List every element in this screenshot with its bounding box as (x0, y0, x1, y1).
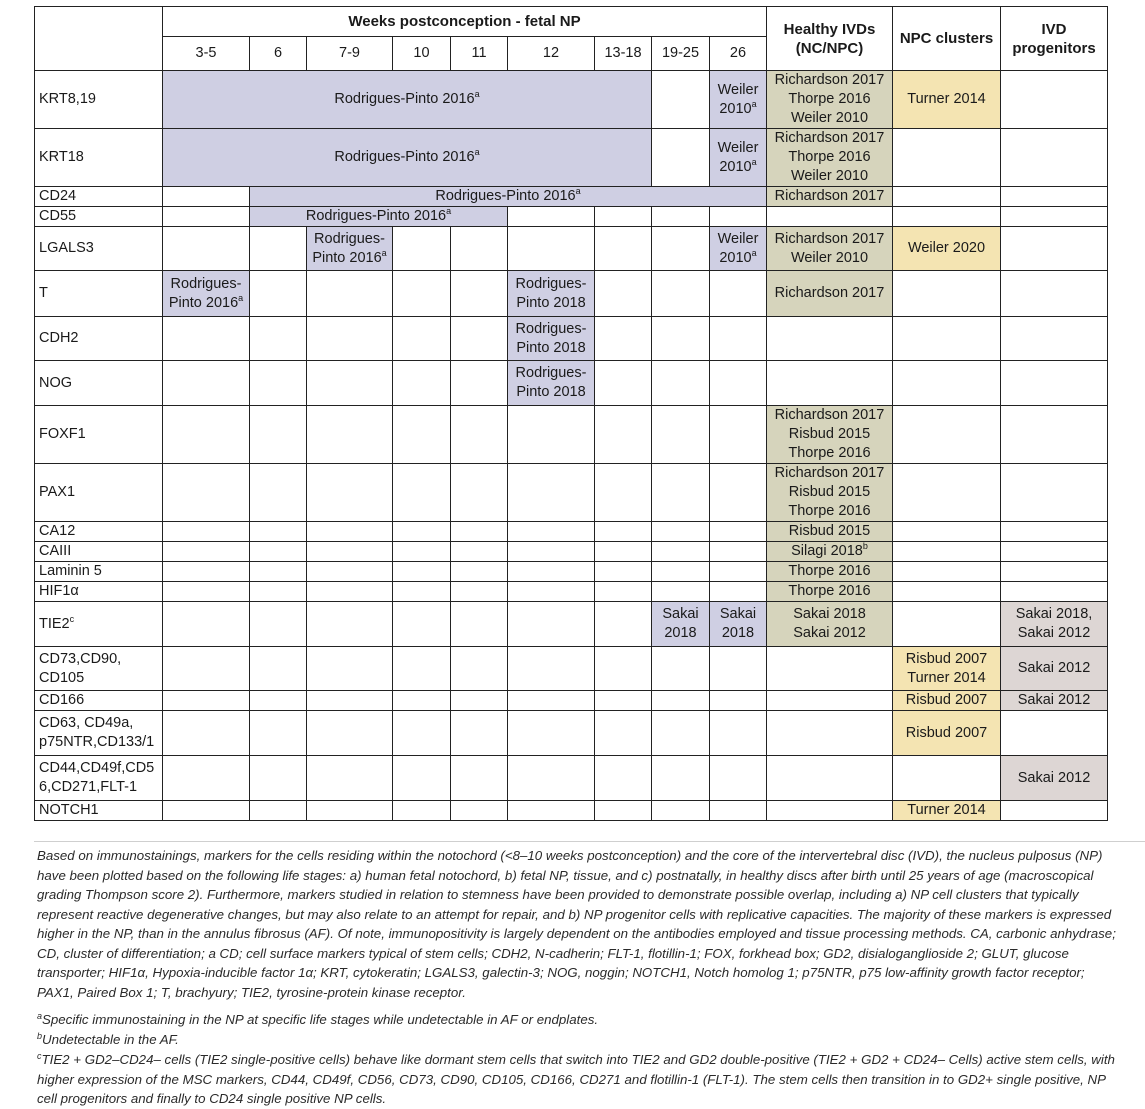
empty-cell (393, 227, 451, 271)
marker-name: KRT18 (35, 129, 163, 187)
empty-cell (393, 756, 451, 801)
fetal-ref: Weiler 2010$^a$ (710, 71, 767, 129)
empty-cell (652, 317, 710, 361)
empty-cell (652, 756, 710, 801)
empty-cell (451, 801, 508, 821)
table-row (35, 647, 1108, 691)
empty-cell (163, 207, 250, 227)
healthy-ref: Silagi 2018$^b$ (767, 542, 893, 562)
marker-name: Laminin 5 (35, 562, 163, 582)
empty-cell (767, 207, 893, 227)
marker-name: NOG (35, 361, 163, 406)
empty-cell (163, 464, 250, 522)
healthy-ref: Thorpe 2016 (767, 562, 893, 582)
empty-cell (508, 562, 595, 582)
empty-cell (250, 582, 307, 602)
empty-cell (508, 647, 595, 691)
empty-cell (1001, 582, 1108, 602)
empty-cell (451, 522, 508, 542)
empty-cell (1001, 542, 1108, 562)
footnote-a: $^a$Specific immunostaining in the NP at specific life stages while undetectable in AF or endplates. (37, 1011, 599, 1027)
fetal-ref: Rodrigues-Pinto 2016$^a$ (250, 187, 767, 207)
empty-cell (710, 271, 767, 317)
header-empty-cell (35, 7, 163, 71)
marker-name: KRT8,19 (35, 71, 163, 129)
empty-cell (710, 582, 767, 602)
empty-cell (652, 271, 710, 317)
empty-cell (710, 464, 767, 522)
fetal-ref: Rodrigues-Pinto 2016$^a$ (163, 71, 652, 129)
empty-cell (393, 317, 451, 361)
empty-cell (652, 801, 710, 821)
empty-cell (307, 711, 393, 756)
empty-cell (250, 271, 307, 317)
table-row (35, 602, 1108, 647)
empty-cell (595, 317, 652, 361)
empty-cell (595, 711, 652, 756)
table-row (35, 711, 1108, 756)
marker-name: FOXF1 (35, 406, 163, 464)
empty-cell (393, 464, 451, 522)
fetal-ref: Rodrigues- Pinto 2016$^a$ (163, 271, 250, 317)
empty-cell (163, 406, 250, 464)
empty-cell (652, 361, 710, 406)
empty-cell (508, 227, 595, 271)
empty-cell (652, 464, 710, 522)
empty-cell (451, 542, 508, 562)
empty-cell (393, 647, 451, 691)
empty-cell (163, 691, 250, 711)
empty-cell (307, 317, 393, 361)
empty-cell (652, 711, 710, 756)
empty-cell (595, 582, 652, 602)
marker-name: CD166 (35, 691, 163, 711)
healthy-ref: Risbud 2015 (767, 522, 893, 542)
progenitor-ref: Sakai 2012 (1001, 647, 1108, 691)
empty-cell (893, 582, 1001, 602)
week-col: 6 (250, 37, 307, 71)
empty-cell (508, 756, 595, 801)
empty-cell (893, 207, 1001, 227)
empty-cell (1001, 187, 1108, 207)
empty-cell (893, 406, 1001, 464)
empty-cell (652, 582, 710, 602)
empty-cell (595, 227, 652, 271)
empty-cell (508, 522, 595, 542)
empty-cell (451, 227, 508, 271)
weeks-header: Weeks postconception - fetal NP (163, 7, 767, 37)
table-row (35, 756, 1108, 801)
empty-cell (508, 464, 595, 522)
empty-cell (595, 406, 652, 464)
empty-cell (652, 542, 710, 562)
empty-cell (1001, 711, 1108, 756)
healthy-ref: Richardson 2017 Thorpe 2016 Weiler 2010 (767, 71, 893, 129)
empty-cell (307, 647, 393, 691)
empty-cell (1001, 562, 1108, 582)
empty-cell (1001, 207, 1108, 227)
empty-cell (652, 129, 710, 187)
empty-cell (451, 602, 508, 647)
table-row (35, 464, 1108, 522)
empty-cell (767, 647, 893, 691)
table-row (35, 187, 1108, 207)
empty-cell (163, 361, 250, 406)
empty-cell (710, 711, 767, 756)
empty-cell (250, 227, 307, 271)
empty-cell (307, 691, 393, 711)
fetal-ref: Rodrigues- Pinto 2016$^a$ (307, 227, 393, 271)
cluster-ref: Risbud 2007 (893, 711, 1001, 756)
empty-cell (710, 317, 767, 361)
empty-cell (595, 207, 652, 227)
fetal-ref: Sakai 2018 (652, 602, 710, 647)
empty-cell (710, 562, 767, 582)
empty-cell (307, 602, 393, 647)
empty-cell (393, 711, 451, 756)
table-footnote-main: Based on immunostainings, markers for the cells residing within the notochord (<8–10 weeks postconception) and the core of the intervertebral disc (IVD), the nucleus pulposus (NP) have been plotted based on the following life stages: a) human fetal notochord, b) fetal NP, tissue, and c) postnatally, in healthy discs after birth until 25 years of age (macroscopical grading Thompson score 2). Furthermore, markers studied in relation to stemness have been provided to demonstrate possible overlap, including a) NP cell clusters that typically represent reactive degenerative changes, but may also relate to an attempt for repair, and b) NP progenitor cells with replicative capacities. The majority of these markers is expressed higher in the NP, than in the annulus fibrosus (AF). Of note, immunopositivity is largely dependent on the antibodies employed and tissue processing methods. CA, carbonic anhydrase; CD, cluster of differentiation; a CD; cell surface markers typical of stem cells; CDH2, N-cadherin; FLT-1, flotillin-1; FOX, forkhead box; GD2, disialoganglioside 2; GLUT, glucose transporter; HIF1α, Hypoxia-inducible factor 1α; KRT, cytokeratin; LGALS3, galectin-3; NOG, noggin; NOTCH1, Notch homolog 1; p75NTR, p75 low-affinity growth factor receptor; PAX1, Paired Box 1; T, brachyury; TIE2, tyrosine-protein kinase receptor. (37, 848, 1116, 1000)
empty-cell (307, 562, 393, 582)
marker-table (34, 6, 1108, 821)
empty-cell (1001, 317, 1108, 361)
table-row (35, 582, 1108, 602)
table-row (35, 691, 1108, 711)
marker-name: CD44,CD49f,CD5 6,CD271,FLT-1 (35, 756, 163, 801)
marker-name: CD24 (35, 187, 163, 207)
healthy-ref: Richardson 2017 Risbud 2015 Thorpe 2016 (767, 406, 893, 464)
week-col: 12 (508, 37, 595, 71)
marker-name: CD73,CD90, CD105 (35, 647, 163, 691)
empty-cell (451, 756, 508, 801)
empty-cell (307, 801, 393, 821)
empty-cell (508, 406, 595, 464)
empty-cell (250, 602, 307, 647)
healthy-ref: Sakai 2018 Sakai 2012 (767, 602, 893, 647)
empty-cell (710, 542, 767, 562)
empty-cell (250, 542, 307, 562)
empty-cell (163, 317, 250, 361)
healthy-ref: Richardson 2017 Risbud 2015 Thorpe 2016 (767, 464, 893, 522)
cluster-ref: Turner 2014 (893, 801, 1001, 821)
empty-cell (508, 582, 595, 602)
marker-name: PAX1 (35, 464, 163, 522)
empty-cell (163, 187, 250, 207)
empty-cell (893, 129, 1001, 187)
empty-cell (250, 361, 307, 406)
empty-cell (893, 317, 1001, 361)
empty-cell (307, 756, 393, 801)
empty-cell (163, 647, 250, 691)
empty-cell (893, 562, 1001, 582)
empty-cell (163, 562, 250, 582)
table-row (35, 317, 1108, 361)
empty-cell (595, 542, 652, 562)
empty-cell (451, 464, 508, 522)
empty-cell (163, 522, 250, 542)
fetal-ref: Weiler 2010$^a$ (710, 129, 767, 187)
empty-cell (652, 406, 710, 464)
empty-cell (595, 562, 652, 582)
empty-cell (307, 542, 393, 562)
empty-cell (767, 361, 893, 406)
empty-cell (393, 522, 451, 542)
cluster-ref: Turner 2014 (893, 71, 1001, 129)
empty-cell (163, 756, 250, 801)
progenitor-ref: Sakai 2018, Sakai 2012 (1001, 602, 1108, 647)
fetal-ref: Rodrigues- Pinto 2018 (508, 361, 595, 406)
caption-divider (34, 841, 1145, 842)
empty-cell (1001, 129, 1108, 187)
empty-cell (1001, 71, 1108, 129)
empty-cell (451, 406, 508, 464)
empty-cell (893, 542, 1001, 562)
empty-cell (307, 271, 393, 317)
empty-cell (767, 756, 893, 801)
empty-cell (595, 464, 652, 522)
empty-cell (767, 317, 893, 361)
empty-cell (508, 691, 595, 711)
cluster-ref: Risbud 2007 Turner 2014 (893, 647, 1001, 691)
table-row (35, 801, 1108, 821)
empty-cell (508, 801, 595, 821)
empty-cell (307, 464, 393, 522)
healthy-ref: Richardson 2017 Weiler 2010 (767, 227, 893, 271)
healthy-ref: Richardson 2017 (767, 187, 893, 207)
empty-cell (393, 542, 451, 562)
empty-cell (508, 711, 595, 756)
empty-cell (652, 207, 710, 227)
empty-cell (893, 522, 1001, 542)
table-row (35, 129, 1108, 187)
empty-cell (1001, 406, 1108, 464)
empty-cell (652, 71, 710, 129)
empty-cell (250, 522, 307, 542)
empty-cell (652, 562, 710, 582)
week-col: 11 (451, 37, 508, 71)
marker-name: TIE2$^c$ (35, 602, 163, 647)
table-row (35, 542, 1108, 562)
marker-name: HIF1α (35, 582, 163, 602)
empty-cell (451, 271, 508, 317)
npc-clusters-header: NPC clusters (893, 7, 1001, 71)
healthy-ivds-header: Healthy IVDs (NC/NPC) (767, 7, 893, 71)
empty-cell (163, 542, 250, 562)
table-row (35, 207, 1108, 227)
table-row (35, 522, 1108, 542)
empty-cell (652, 691, 710, 711)
empty-cell (250, 562, 307, 582)
empty-cell (710, 522, 767, 542)
empty-cell (508, 542, 595, 562)
empty-cell (1001, 271, 1108, 317)
empty-cell (163, 227, 250, 271)
marker-name: CAIII (35, 542, 163, 562)
empty-cell (250, 406, 307, 464)
empty-cell (1001, 522, 1108, 542)
empty-cell (307, 406, 393, 464)
empty-cell (893, 756, 1001, 801)
empty-cell (893, 602, 1001, 647)
empty-cell (710, 207, 767, 227)
fetal-ref: Rodrigues- Pinto 2018 (508, 271, 595, 317)
empty-cell (508, 207, 595, 227)
marker-name: CD63, CD49a, p75NTR,CD133/1 (35, 711, 163, 756)
empty-cell (893, 271, 1001, 317)
marker-name: CD55 (35, 207, 163, 227)
empty-cell (595, 801, 652, 821)
empty-cell (595, 361, 652, 406)
empty-cell (250, 647, 307, 691)
table-row (35, 406, 1108, 464)
empty-cell (710, 756, 767, 801)
empty-cell (1001, 361, 1108, 406)
empty-cell (451, 317, 508, 361)
empty-cell (710, 406, 767, 464)
empty-cell (163, 801, 250, 821)
empty-cell (393, 562, 451, 582)
empty-cell (595, 522, 652, 542)
empty-cell (393, 691, 451, 711)
empty-cell (595, 756, 652, 801)
table-row (35, 271, 1108, 317)
table-row (35, 361, 1108, 406)
empty-cell (163, 582, 250, 602)
healthy-ref: Thorpe 2016 (767, 582, 893, 602)
empty-cell (710, 647, 767, 691)
healthy-ref: Richardson 2017 (767, 271, 893, 317)
table-row (35, 71, 1108, 129)
empty-cell (893, 361, 1001, 406)
empty-cell (393, 271, 451, 317)
empty-cell (307, 361, 393, 406)
empty-cell (307, 522, 393, 542)
empty-cell (393, 582, 451, 602)
week-col: 10 (393, 37, 451, 71)
empty-cell (710, 691, 767, 711)
week-col: 7-9 (307, 37, 393, 71)
empty-cell (163, 602, 250, 647)
empty-cell (652, 227, 710, 271)
marker-name: LGALS3 (35, 227, 163, 271)
cluster-ref: Risbud 2007 (893, 691, 1001, 711)
week-col: 3-5 (163, 37, 250, 71)
empty-cell (893, 464, 1001, 522)
table-row (35, 227, 1108, 271)
week-col: 19-25 (652, 37, 710, 71)
empty-cell (451, 582, 508, 602)
marker-name: CDH2 (35, 317, 163, 361)
empty-cell (250, 756, 307, 801)
marker-name: NOTCH1 (35, 801, 163, 821)
empty-cell (393, 361, 451, 406)
fetal-ref: Rodrigues-Pinto 2016$^a$ (250, 207, 508, 227)
marker-name: CA12 (35, 522, 163, 542)
empty-cell (1001, 801, 1108, 821)
empty-cell (451, 361, 508, 406)
empty-cell (595, 602, 652, 647)
fetal-ref: Sakai 2018 (710, 602, 767, 647)
empty-cell (595, 271, 652, 317)
empty-cell (250, 691, 307, 711)
healthy-ref: Richardson 2017 Thorpe 2016 Weiler 2010 (767, 129, 893, 187)
empty-cell (393, 406, 451, 464)
empty-cell (451, 647, 508, 691)
ivd-progenitors-header: IVD progenitors (1001, 7, 1108, 71)
empty-cell (393, 801, 451, 821)
empty-cell (250, 801, 307, 821)
empty-cell (767, 801, 893, 821)
empty-cell (652, 647, 710, 691)
empty-cell (710, 801, 767, 821)
table-row (35, 562, 1108, 582)
fetal-ref: Weiler 2010$^a$ (710, 227, 767, 271)
footnote-b: $^b$Undetectable in the AF. (37, 1031, 179, 1047)
fetal-ref: Rodrigues-Pinto 2016$^a$ (163, 129, 652, 187)
empty-cell (1001, 227, 1108, 271)
progenitor-ref: Sakai 2012 (1001, 691, 1108, 711)
empty-cell (451, 562, 508, 582)
empty-cell (595, 647, 652, 691)
empty-cell (1001, 464, 1108, 522)
empty-cell (163, 711, 250, 756)
week-col: 26 (710, 37, 767, 71)
empty-cell (250, 464, 307, 522)
marker-name: T (35, 271, 163, 317)
empty-cell (710, 361, 767, 406)
empty-cell (893, 187, 1001, 207)
empty-cell (508, 602, 595, 647)
week-col: 13-18 (595, 37, 652, 71)
empty-cell (595, 691, 652, 711)
empty-cell (652, 522, 710, 542)
empty-cell (393, 602, 451, 647)
cluster-ref: Weiler 2020 (893, 227, 1001, 271)
empty-cell (307, 582, 393, 602)
empty-cell (451, 711, 508, 756)
progenitor-ref: Sakai 2012 (1001, 756, 1108, 801)
footnote-c: $^c$TIE2 + GD2–CD24– cells (TIE2 single-positive cells) behave like dormant stem cells that switch into TIE2 and GD2 double-positive (TIE2 + GD2 + CD24– Cells) active stem cells, with higher expression of the MSC markers, CD44, CD49f, CD56, CD73, CD90, CD105, CD166, CD271 and flotillin-1 (FLT-1). The stem cells then transition in to GD2+ single positive, NP cell progenitors and finally to CD24 single positive NP cells. (37, 1051, 1115, 1106)
empty-cell (250, 317, 307, 361)
empty-cell (250, 711, 307, 756)
empty-cell (767, 691, 893, 711)
fetal-ref: Rodrigues- Pinto 2018 (508, 317, 595, 361)
empty-cell (451, 691, 508, 711)
empty-cell (767, 711, 893, 756)
